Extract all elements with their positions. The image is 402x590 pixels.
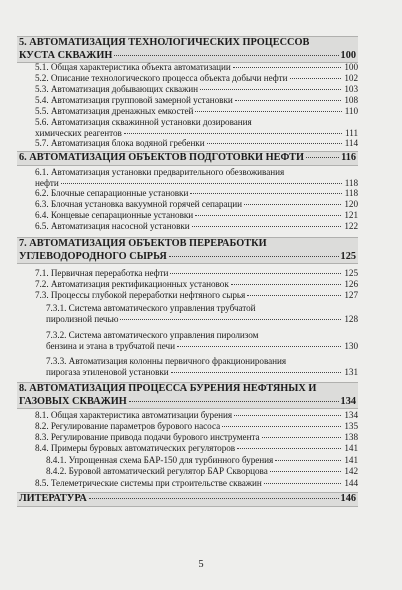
entry-page-number: 111 [345,127,358,138]
leader-dots [275,460,341,461]
entry-title: 5.7. Автоматизация блока водяной гребенки [35,138,205,148]
toc-section-literature[interactable] [17,492,358,507]
leader-dots [207,143,342,144]
entry-page-number: 114 [344,138,358,148]
leader-dots [264,483,342,484]
entry-page-number: 141 [344,443,358,453]
section-title-line: 8. АВТОМАТИЗАЦИЯ ПРОЦЕССА БУРЕНИЯ НЕФТЯНЫХ И [19,383,317,394]
section-title-line: 6. АВТОМАТИЗАЦИЯ ОБЪЕКТОВ ПОДГОТОВКИ НЕФТИ [19,152,304,163]
entry-title: 8.3. Регулирование привода подачи бурового инструмента [35,432,260,442]
entry-title: 5.4. Автоматизация групповой замерной установки [35,95,233,105]
entry-title-line: 5.6. Автоматизация скважинной установки дозирования [35,117,252,127]
entry-title: 5.2. Описание технологического процесса объекта добычи нефти [35,73,288,83]
entry-title-line: нефти [35,177,59,188]
toc-section-5[interactable] [17,36,358,63]
leader-dots [124,133,342,134]
toc-entry-6-3[interactable] [35,199,358,210]
section-title-line: КУСТА СКВАЖИН [19,49,113,61]
section-page-number: 116 [341,152,356,163]
toc-entry-8-5[interactable] [35,478,358,489]
leader-dots [170,273,341,274]
toc-entry-8-4-2[interactable] [46,466,358,477]
entry-page-number: 102 [344,73,358,83]
leader-dots [270,471,342,472]
section-page-number: 125 [340,250,356,262]
entry-title: 6.2. Блочные сепарационные установки [35,188,189,198]
entry-page-number: 134 [344,410,358,420]
entry-title: 6.4. Концевые сепарационные установки [35,210,194,220]
entry-page-number: 130 [344,340,358,351]
entry-page-number: 135 [344,421,358,431]
leader-dots [89,498,339,499]
toc-entry-6-2[interactable] [35,188,358,199]
entry-title-line: 7.3.1. Система автоматического управления трубчатой [46,303,256,313]
entry-title-line: химических реагентов [35,127,122,138]
leader-dots [247,295,341,296]
entry-title-line: 7.3.2. Система автоматического управления пиролизом [46,330,259,340]
leader-dots [262,437,342,438]
toc-entry-7-3-1[interactable] [46,303,358,324]
entry-page-number: 125 [344,268,358,278]
entry-title: 8.5. Телеметрические системы при строительстве скважин [35,478,262,488]
leader-dots [233,67,342,68]
page-number: 5 [198,559,204,570]
leader-dots [237,448,341,449]
entry-title-line: бензина и этана в трубчатой печи [46,340,175,351]
entry-title-line: 6.1. Автоматизация установки предварительного обезвоживания [35,167,285,177]
toc-entry-8-1[interactable] [35,410,358,421]
entry-title: 5.5. Автоматизация дренажных емкостей [35,106,194,116]
leader-dots [290,78,342,79]
leader-dots [61,183,342,184]
leader-dots [244,204,341,205]
entry-page-number: 103 [344,84,358,94]
entry-title-line: 7.3.3. Автоматизация колонны первичного фракционирования [46,356,287,366]
toc-entry-8-3[interactable] [35,432,358,443]
entry-page-number: 141 [344,455,358,465]
entry-title: 8.1. Общая характеристика автоматизации бурения [35,410,233,420]
entry-title: 7.2. Автоматизация ректификационных установок [35,279,229,289]
toc-entry-5-1[interactable] [35,62,358,73]
entry-title-line: пирогаза этиленовой установки [46,366,169,377]
entry-title: 7.1. Первичная переработка нефти [35,268,169,278]
leader-dots [114,55,338,56]
entry-page-number: 142 [344,466,358,476]
section-title-line: 7. АВТОМАТИЗАЦИЯ ОБЪЕКТОВ ПЕРЕРАБОТКИ [19,238,267,249]
leader-dots [231,284,342,285]
section-title-line: ЛИТЕРАТУРА [19,493,87,504]
leader-dots [195,111,341,112]
entry-page-number: 131 [344,366,358,377]
entry-page-number: 118 [344,188,358,198]
toc-entry-7-3-2[interactable] [46,330,358,351]
entry-title: 8.4.1. Упрощенная схема БАР-150 для турбинного бурения [46,455,274,465]
leader-dots [235,100,342,101]
section-page-number: 134 [340,395,356,407]
entry-page-number: 121 [344,210,358,220]
leader-dots [171,372,342,373]
section-title-line: ГАЗОВЫХ СКВАЖИН [19,395,127,407]
leader-dots [200,89,341,90]
section-page-number: 100 [340,49,356,61]
toc-entry-7-3-3[interactable] [46,356,358,377]
section-page-number: 146 [340,493,356,504]
leader-dots [120,319,341,320]
entry-title: 7.3. Процессы глубокой переработки нефтяного сырья [35,290,246,300]
leader-dots [169,256,339,257]
entry-title: 5.3. Автоматизация добывающих скважин [35,84,199,94]
leader-dots [222,426,341,427]
leader-dots [234,415,341,416]
entry-page-number: 144 [344,478,358,488]
entry-page-number: 126 [344,279,358,289]
toc-entry-6-5[interactable] [35,221,358,232]
toc-entry-6-4[interactable] [35,210,358,221]
toc-entry-5-6[interactable] [35,117,358,138]
toc-entry-5-5[interactable] [35,106,358,117]
leader-dots [195,215,341,216]
toc-entry-8-4[interactable] [35,443,358,454]
leader-dots [306,157,339,158]
toc-section-6[interactable] [17,151,358,166]
toc-entry-7-2[interactable] [35,279,358,290]
entry-title: 8.2. Регулирование параметров бурового насоса [35,421,221,431]
toc-entry-7-3[interactable] [35,290,358,301]
entry-title: 5.1. Общая характеристика объекта автоматизации [35,62,231,72]
entry-page-number: 128 [344,313,358,324]
toc-entry-7-1[interactable] [35,268,358,279]
entry-page-number: 127 [344,290,358,300]
entry-title: 6.5. Автоматизация насосной установки [35,221,190,231]
entry-page-number: 138 [344,432,358,442]
entry-title-line: пиролизной печью [46,313,119,324]
toc-entry-5-2[interactable] [35,73,358,84]
entry-page-number: 120 [344,199,358,209]
leader-dots [129,401,339,402]
leader-dots [190,193,341,194]
entry-page-number: 122 [344,221,358,231]
section-title-line: УГЛЕВОДОРОДНОГО СЫРЬЯ [19,250,167,262]
toc-entry-8-2[interactable] [35,421,358,432]
entry-page-number: 118 [344,177,358,188]
toc-entry-8-4-1[interactable] [46,455,358,466]
toc-entry-5-7[interactable] [35,138,358,149]
entry-title: 8.4. Примеры буровых автоматических регуляторов [35,443,236,453]
toc-entry-5-4[interactable] [35,95,358,106]
toc-section-8[interactable] [17,382,358,409]
entry-page-number: 100 [344,62,358,72]
entry-page-number: 110 [344,106,358,116]
leader-dots [192,226,342,227]
toc-section-7[interactable] [17,237,358,264]
entry-title: 8.4.2. Буровой автоматический регулятор БАР Скворцова [46,466,268,476]
toc-entry-5-3[interactable] [35,84,358,95]
section-title-line: 5. АВТОМАТИЗАЦИЯ ТЕХНОЛОГИЧЕСКИХ ПРОЦЕССОВ [19,37,310,48]
leader-dots [177,346,341,347]
entry-title: 6.3. Блочная установка вакуумной горячей сепарации [35,199,243,209]
entry-page-number: 108 [344,95,358,105]
toc-entry-6-1[interactable] [35,167,358,188]
